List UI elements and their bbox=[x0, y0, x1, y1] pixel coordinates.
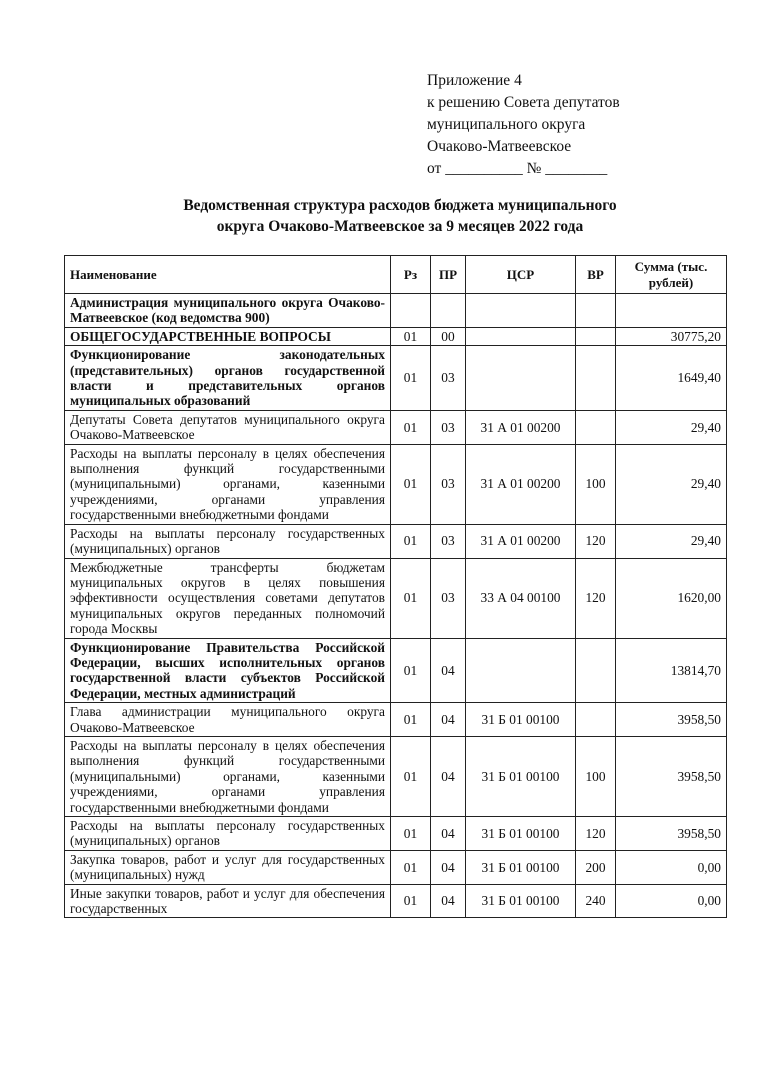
header-pr: ПР bbox=[431, 256, 466, 294]
row-vr: 120 bbox=[576, 558, 616, 638]
table-row bbox=[65, 884, 727, 918]
row-name: Расходы на выплаты персоналу в целях обеспечения выполнения функций государственными (муниципальными) органами, казенными учреждениями, органами управления государственными внебюджетными фондами bbox=[65, 736, 391, 816]
row-csr: 31 Б 01 00100 bbox=[466, 884, 576, 918]
row-name: Функционирование Правительства Российской Федерации, высших исполнительных органов государственной власти субъектов Российской Федерации, местных администраций bbox=[65, 638, 391, 703]
row-name: Администрация муниципального округа Очаково-Матвеевское (код ведомства 900) bbox=[65, 294, 391, 328]
table-row bbox=[65, 558, 727, 638]
row-rz: 01 bbox=[391, 410, 431, 444]
row-name: Расходы на выплаты персоналу государственных (муниципальных) органов bbox=[65, 524, 391, 558]
table-row bbox=[65, 410, 727, 444]
row-csr: 31 Б 01 00100 bbox=[466, 703, 576, 737]
row-rz: 01 bbox=[391, 703, 431, 737]
row-name: ОБЩЕГОСУДАРСТВЕННЫЕ ВОПРОСЫ bbox=[65, 327, 391, 345]
row-pr: 03 bbox=[431, 410, 466, 444]
row-csr: 31 Б 01 00100 bbox=[466, 817, 576, 851]
row-rz: 01 bbox=[391, 817, 431, 851]
row-vr: 100 bbox=[576, 736, 616, 816]
row-rz: 01 bbox=[391, 444, 431, 524]
row-rz: 01 bbox=[391, 346, 431, 411]
header-vr: ВР bbox=[576, 256, 616, 294]
table-row bbox=[65, 327, 727, 345]
table-row bbox=[65, 524, 727, 558]
row-pr: 03 bbox=[431, 444, 466, 524]
appendix-decision: к решению Совета депутатов bbox=[427, 94, 620, 111]
row-csr bbox=[466, 346, 576, 411]
appendix-date-number: от __________ № ________ bbox=[427, 160, 608, 177]
table-row bbox=[65, 346, 727, 411]
expenditure-table bbox=[64, 255, 727, 918]
row-pr: 04 bbox=[431, 638, 466, 703]
row-name: Расходы на выплаты персоналу государственных (муниципальных) органов bbox=[65, 817, 391, 851]
row-sum: 3958,50 bbox=[616, 703, 727, 737]
row-vr: 120 bbox=[576, 524, 616, 558]
row-rz: 01 bbox=[391, 638, 431, 703]
row-vr bbox=[576, 346, 616, 411]
table-row bbox=[65, 736, 727, 816]
row-pr: 04 bbox=[431, 850, 466, 884]
row-pr: 03 bbox=[431, 346, 466, 411]
row-vr bbox=[576, 294, 616, 328]
row-name: Закупка товаров, работ и услуг для государственных (муниципальных) нужд bbox=[65, 850, 391, 884]
row-pr: 04 bbox=[431, 817, 466, 851]
row-name: Расходы на выплаты персоналу в целях обеспечения выполнения функций государственными (муниципальными) органами, казенными учреждениями, органами управления государственными внебюджетными фондами bbox=[65, 444, 391, 524]
row-sum: 3958,50 bbox=[616, 817, 727, 851]
row-name: Межбюджетные трансферты бюджетам муниципальных округов в целях повышения эффективности осуществления советами депутатов муниципальных округов переданных полномочий города Москвы bbox=[65, 558, 391, 638]
row-csr bbox=[466, 294, 576, 328]
row-sum: 1649,40 bbox=[616, 346, 727, 411]
row-sum: 3958,50 bbox=[616, 736, 727, 816]
row-sum: 29,40 bbox=[616, 410, 727, 444]
row-csr: 31 А 01 00200 bbox=[466, 524, 576, 558]
row-csr bbox=[466, 638, 576, 703]
row-pr bbox=[431, 294, 466, 328]
row-sum: 29,40 bbox=[616, 444, 727, 524]
row-sum: 13814,70 bbox=[616, 638, 727, 703]
header-name: Наименование bbox=[65, 256, 391, 294]
row-csr bbox=[466, 327, 576, 345]
row-vr: 200 bbox=[576, 850, 616, 884]
row-vr bbox=[576, 703, 616, 737]
row-name: Функционирование законодательных (представительных) органов государственной власти и представительных органов муниципальных образований bbox=[65, 346, 391, 411]
row-csr: 33 А 04 00100 bbox=[466, 558, 576, 638]
row-vr: 240 bbox=[576, 884, 616, 918]
table-row bbox=[65, 444, 727, 524]
document-title bbox=[60, 195, 740, 237]
row-rz: 01 bbox=[391, 524, 431, 558]
table-header-row bbox=[65, 256, 727, 294]
row-name: Иные закупки товаров, работ и услуг для обеспечения государственных bbox=[65, 884, 391, 918]
row-rz: 01 bbox=[391, 850, 431, 884]
row-vr bbox=[576, 638, 616, 703]
document-title-line-2: округа Очаково-Матвеевское за 9 месяцев 2022 года bbox=[216, 218, 584, 235]
appendix-number: Приложение 4 bbox=[427, 72, 522, 89]
row-rz: 01 bbox=[391, 884, 431, 918]
row-vr: 100 bbox=[576, 444, 616, 524]
row-sum: 0,00 bbox=[616, 850, 727, 884]
appendix-district-name: Очаково-Матвеевское bbox=[427, 138, 572, 155]
header-sum: Сумма (тыс. рублей) bbox=[616, 256, 727, 294]
row-name: Глава администрации муниципального округа Очаково-Матвеевское bbox=[65, 703, 391, 737]
row-pr: 03 bbox=[431, 558, 466, 638]
row-pr: 00 bbox=[431, 327, 466, 345]
row-csr: 31 Б 01 00100 bbox=[466, 736, 576, 816]
row-pr: 04 bbox=[431, 736, 466, 816]
row-sum: 1620,00 bbox=[616, 558, 727, 638]
row-rz: 01 bbox=[391, 558, 431, 638]
table-row bbox=[65, 850, 727, 884]
table-row bbox=[65, 703, 727, 737]
document-title-line-1: Ведомственная структура расходов бюджета муниципального bbox=[183, 197, 617, 214]
row-sum: 30775,20 bbox=[616, 327, 727, 345]
row-sum bbox=[616, 294, 727, 328]
table-row bbox=[65, 294, 727, 328]
table-row bbox=[65, 817, 727, 851]
row-sum: 29,40 bbox=[616, 524, 727, 558]
row-vr: 120 bbox=[576, 817, 616, 851]
table-row bbox=[65, 638, 727, 703]
row-pr: 04 bbox=[431, 703, 466, 737]
row-rz: 01 bbox=[391, 736, 431, 816]
row-pr: 04 bbox=[431, 884, 466, 918]
row-name: Депутаты Совета депутатов муниципального округа Очаково-Матвеевское bbox=[65, 410, 391, 444]
row-rz bbox=[391, 294, 431, 328]
row-csr: 31 А 01 00200 bbox=[466, 410, 576, 444]
row-pr: 03 bbox=[431, 524, 466, 558]
row-vr bbox=[576, 410, 616, 444]
row-csr: 31 А 01 00200 bbox=[466, 444, 576, 524]
row-sum: 0,00 bbox=[616, 884, 727, 918]
row-vr bbox=[576, 327, 616, 345]
appendix-header bbox=[427, 70, 747, 180]
row-rz: 01 bbox=[391, 327, 431, 345]
header-rz: Рз bbox=[391, 256, 431, 294]
row-csr: 31 Б 01 00100 bbox=[466, 850, 576, 884]
header-csr: ЦСР bbox=[466, 256, 576, 294]
appendix-district: муниципального округа bbox=[427, 116, 586, 133]
